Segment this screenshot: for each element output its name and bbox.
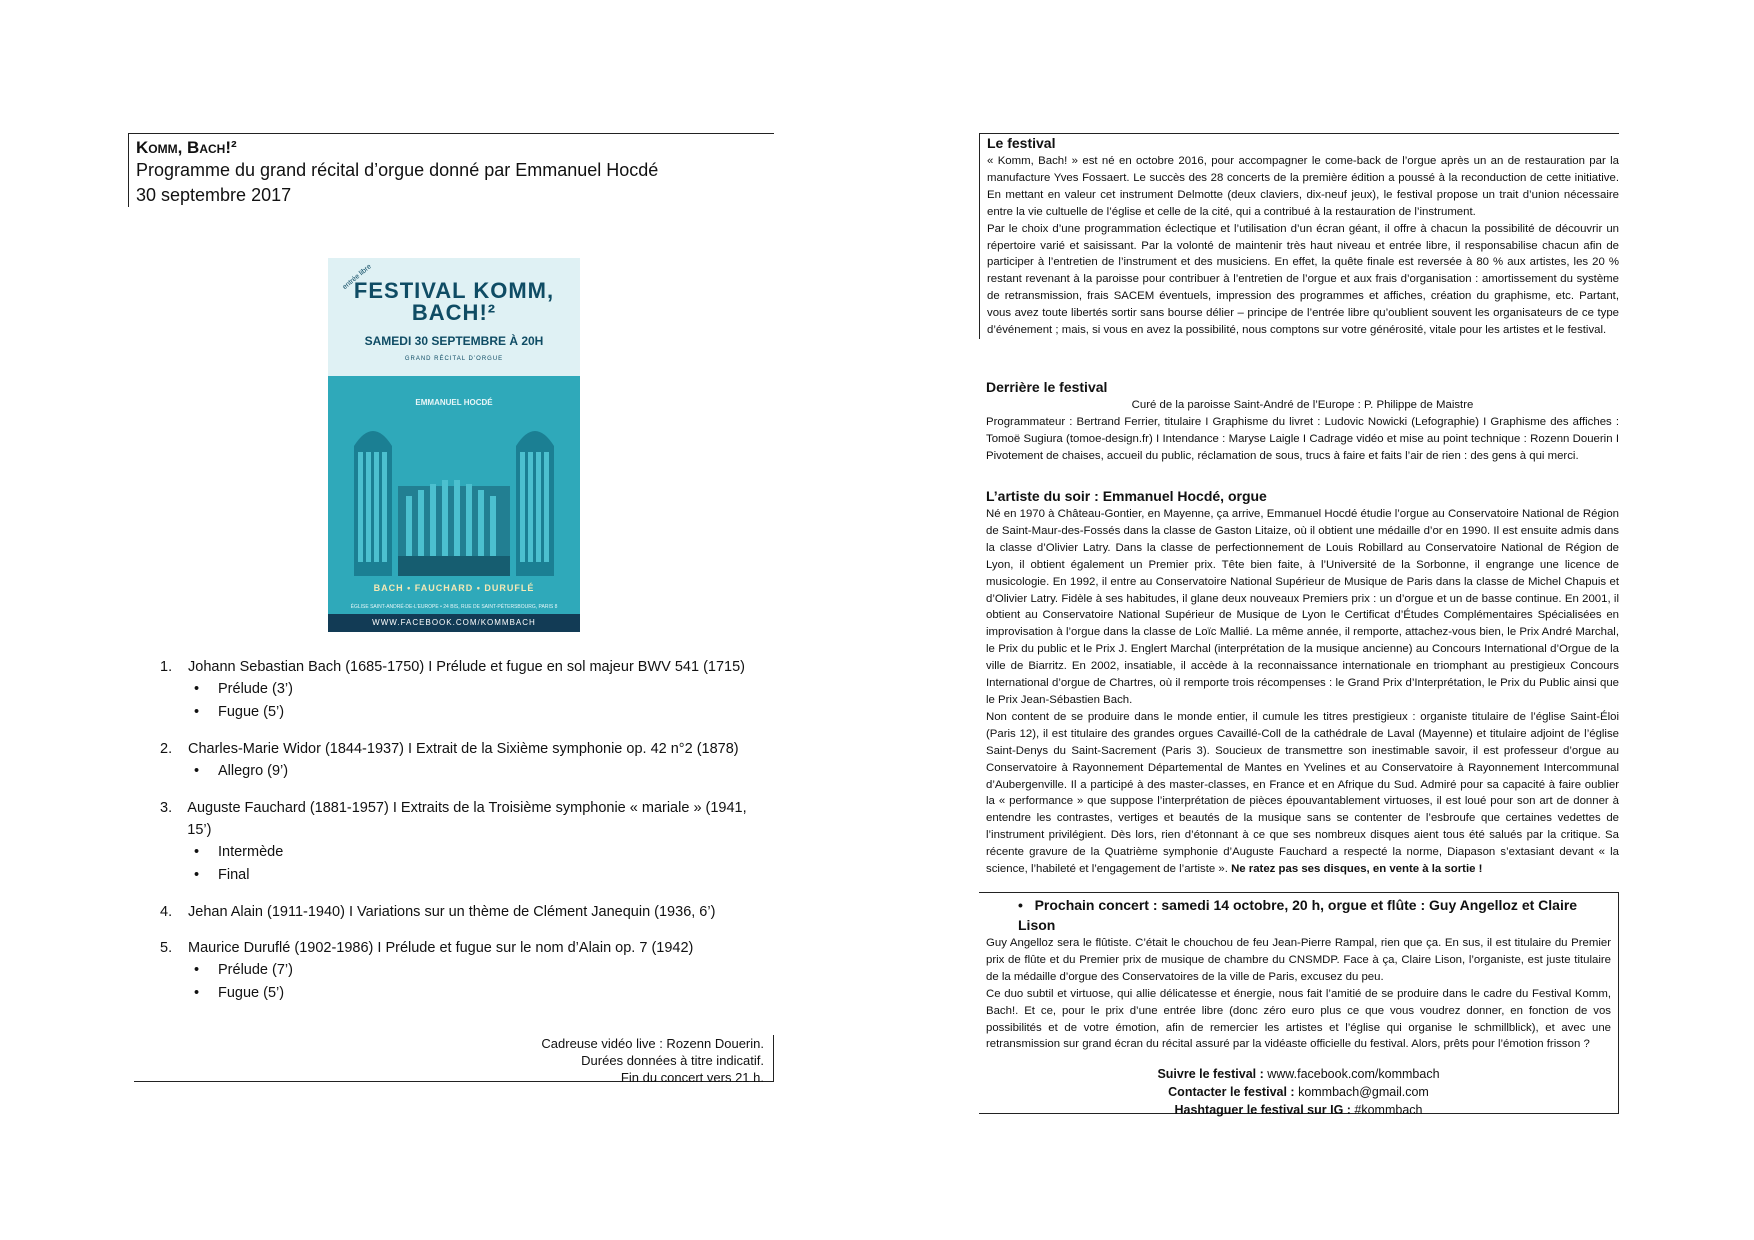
movement: Prélude (7’) — [218, 962, 293, 978]
bullet-icon: • — [194, 704, 200, 720]
contact-block — [986, 1065, 1611, 1119]
program-date: 30 septembre 2017 — [136, 185, 292, 205]
poster-ribbon: entrée libre — [341, 263, 373, 292]
item-number: 1. — [160, 659, 173, 675]
bullet-icon: • — [194, 962, 200, 978]
item-text: Johann Sebastian Bach (1685-1750) I Prélude et fugue en sol majeur BWV 541 (1715) — [188, 659, 745, 675]
hashtag-label: Hashtaguer le festival sur IG : — [1174, 1103, 1355, 1118]
movement: Intermède — [218, 844, 284, 860]
item-text: Maurice Duruflé (1902-1986) I Prélude et fugue sur le nom d’Alain op. 7 (1942) — [188, 940, 694, 956]
bullet-icon: • — [194, 867, 200, 883]
organ-pipes-illustration — [354, 416, 554, 576]
poster-title: FESTIVAL KOMM, BACH!² — [353, 278, 555, 325]
item-text: Auguste Fauchard (1881-1957) I Extraits de la Troisième symphonie « mariale » (1941, 15’) — [187, 800, 747, 838]
festival-section — [979, 134, 1619, 339]
footer-line-durations: Durées données à titre indicatif. — [581, 1053, 764, 1068]
program-subtitle: Programme du grand récital d’orgue donné par Emmanuel Hocdé — [136, 160, 659, 180]
festival-paragraph-1: « Komm, Bach! » est né en octobre 2016, pour accompagner le come-back de l’orgue après un an de restauration par la manufacture Yves Fossaert. Le succès des 28 concerts de la première édition a poussé à la reconduction de cette initiative. En mettant en valeur cet instrument Delmotte (deux claviers, dix-neuf jeux), le festival propose un trait d’union nécessaire entre la vie cultuelle de l’église et celle de la cité, qui a contribué à la restauration de l’instrument. — [987, 155, 1619, 218]
festival-heading: Le festival — [987, 135, 1056, 151]
movement: Prélude (3’) — [218, 681, 293, 697]
festival-poster — [328, 258, 580, 632]
next-paragraph-1: Guy Angelloz sera le flûtiste. C’était le chouchou de feu Jean-Pierre Rampal, rien que ça. En sus, il est titulaire du Premier prix de flûte et du Premier prix de musique de chambre du CNSMDP. Face à ça, Claire Lison, l’organiste, est juste titulaire de la médaille d’orgue des Conservatoires de la ville de Paris, excusez du peu. — [986, 937, 1611, 983]
festival-paragraph-2: Par le choix d’une programmation éclectique et l’utilisation d’un écran géant, il offre à chacun la possibilité de découvrir un répertoire varié et saisissant. Par la volonté de maintenir très haut niveau et entrée libre, il responsabilise chacun afin de participer à l’entretien de l’instrument et des musiciens. En effet, la quête finale est reversée à 80 % aux artistes, les 20 % restant revenant à la paroisse pour contribuer à l’entretien de l’orgue et aux frais d’organisation : amortissement du système de retransmission, frais SACEM éventuels, impression des programmes et affiches, création du graphisme, etc. Partant, vous avez toute libertés sortir sans bourse délier – principe de l’entrée libre qu’oublient souvent les organisateurs de ce type d’événement ; mais, si vous en avez la possibilité, nous comptons sur votre générosité, vitale pour les artistes et le festival. — [987, 222, 1619, 337]
contact-label: Contacter le festival : — [1168, 1085, 1299, 1100]
artist-paragraph-1: Né en 1970 à Château-Gontier, en Mayenne, ça arrive, Emmanuel Hocdé étudie l’orgue au Conservatoire National de Région de Saint-Maur-des-Fossés dans la classe de Gaston Litaize, où il obtient une médaille d’or en 1990. Il est ensuite admis dans la classe d’Olivier Latry. Dans la classe de perfectionnement de Louis Robillard au Conservatoire National de Région de Lyon, il obtient également un Premier prix. Tête bien faite, à l’Université de la Sorbonne, il engrange une licence de musicologie. En 1992, il entre au Conservatoire National Supérieur de Musique de Paris dans la classe de Michel Chapuis et d’Olivier Latry. Fidèle à ses habitudes, il glane deux nouveaux Premiers prix : un d’orgue et un de basse continue. En 2001, il obtient au Conservatoire National Supérieur de Musique de Lyon le Certificat d’Études Complémentaires Spécialisées en improvisation à l’orgue dans la classe de Loïc Mallié. La même année, il remporte, attachez-vous bien, le Prix André Marchal, le Prix du public et le Prix J. Englert Marchal (interprétation de la musique ancienne) au Concours International d’Orgue de la ville de Biarritz. En 2002, insatiable, il accède à la reconnaissance internationale en triomphant au prestigieux Concours International d’orgue de Chartres, où il remporte trois récompenses : le Grand Prix d’Interprétation, le Prix du Public ainsi que le Prix Jean-Sébastien Bach. — [986, 508, 1619, 706]
item-number: 5. — [160, 940, 173, 956]
bullet-icon: • — [194, 763, 200, 779]
poster-composers: BACH • FAUCHARD • DURUFLÉ — [373, 583, 535, 593]
behind-credits: Programmateur : Bertrand Ferrier, titulaire I Graphisme du livret : Ludovic Nowicki (Lefographie) I Graphisme des affiches : Tomoë Sugiura (tomoe-design.fr) I Intendance : Maryse Laigle I Cadrage vidéo et mise au point technique : Rozenn Douerin I Pivotement de chaises, accueil du public, réclamation de sous, trucs à faire et faits l’air de rien : des gens à qui merci. — [986, 415, 1619, 462]
movement: Allegro (9’) — [218, 763, 289, 779]
footer-line-video: Cadreuse vidéo live : Rozenn Douerin. — [541, 1036, 764, 1051]
poster-subline: GRAND RÉCITAL D’ORGUE — [404, 356, 504, 362]
footer-line-end: Fin du concert vers 21 h. — [620, 1070, 764, 1085]
next-concert-heading: Prochain concert : samedi 14 octobre, 20 h, orgue et flûte : Guy Angelloz et Claire Lison — [1018, 897, 1578, 933]
item-number: 3. — [160, 800, 173, 816]
program-item — [160, 901, 760, 923]
movement: Fugue (5’) — [218, 704, 285, 720]
program-title: Komm, Bach!² — [136, 138, 237, 157]
item-number: 2. — [160, 741, 173, 757]
bullet-icon: • — [1018, 897, 1035, 913]
next-paragraph-2: Ce duo subtil et virtuose, qui allie délicatesse et énergie, nous fait l’amitié de se produire dans le cadre du Festival Komm, Bach!. Et ce, pour le prix d’une entrée libre (donc zéro euro plus ce que vous voudrez donner, en fonction de vos possibilités et de votre émotion, afin de remercier les artistes et l’église qui organise le schmillblick), et avec une retransmission sur grand écran du récital assuré par la vidéaste officielle du festival. Alors, prêts pour l’émotion frisson ? — [986, 987, 1611, 1051]
item-text: Jehan Alain (1911-1940) I Variations sur un thème de Clément Janequin (1936, 6’) — [188, 904, 716, 920]
behind-heading: Derrière le festival — [986, 379, 1108, 395]
poster-url: WWW.FACEBOOK.COM/KOMMBACH — [372, 618, 536, 627]
program-item — [160, 738, 760, 783]
item-text: Charles-Marie Widor (1844-1937) I Extrait de la Sixième symphonie op. 42 n°2 (1878) — [188, 741, 739, 757]
bullet-icon: • — [194, 985, 200, 1001]
program-footer — [134, 1035, 774, 1085]
artist-section — [979, 487, 1619, 878]
item-number: 4. — [160, 904, 173, 920]
poster-performer: EMMANUEL HOCDÉ — [415, 398, 493, 407]
email-link[interactable]: kommbach@gmail.com — [1298, 1085, 1429, 1100]
program-header — [128, 133, 774, 207]
poster-address: ÉGLISE SAINT-ANDRÉ-DE-L’EUROPE • 24 BIS, RUE DE SAINT-PÉTERSBOURG, PARIS 8 — [350, 604, 558, 610]
hashtag-link[interactable]: #kommbach — [1354, 1103, 1423, 1118]
poster-date: SAMEDI 30 SEPTEMBRE À 20H — [364, 334, 544, 348]
movement: Final — [218, 867, 250, 883]
artist-heading: L’artiste du soir : Emmanuel Hocdé, orgue — [986, 488, 1267, 504]
bullet-icon: • — [194, 844, 200, 860]
program-item — [160, 937, 760, 1005]
program-item — [160, 797, 760, 887]
program-item — [160, 656, 760, 724]
facebook-link[interactable]: www.facebook.com/kommbach — [1267, 1067, 1440, 1082]
bullet-icon: • — [194, 681, 200, 697]
artist-call-to-action: Ne ratez pas ses disques, en vente à la sortie ! — [1231, 863, 1483, 876]
behind-cure: Curé de la paroisse Saint-André de l’Europe : P. Philippe de Maistre — [1131, 399, 1474, 411]
behind-section — [979, 378, 1619, 465]
follow-label: Suivre le festival : — [1157, 1067, 1268, 1082]
movement: Fugue (5’) — [218, 985, 285, 1001]
next-concert-section — [979, 892, 1619, 1118]
artist-paragraph-2: Non content de se produire dans le monde entier, il cumule les titres prestigieux : organiste titulaire de l’église Saint-Éloi (Paris 12), il est titulaire des grandes orgues Cavaillé-Coll de la cathédrale de Laval (Mayenne) et titulaire adjoint de l’église Saint-Denys du Saint-Sacrement (Paris 3). Soucieux de transmettre son inestimable savoir, il est professeur d’orgue au Conservatoire à Rayonnement Départemental de Mantes en Yvelines et au Conservatoire à Rayonnement Intercommunal d’Aubergenville. Il a participé à des master-classes, en France et en Afrique du Sud. Admiré pour sa capacité à faire oublier la « performance » que suppose l’interprétation de pièces épouvantablement virtuoses, il est loué pour son art de donner à entendre les contrastes, vertiges et beautés de la musique sans se contenter de l’esbroufe que certaines vedettes de l’instrument privilégient. Dès lors, rien d’étonnant à ce que ses nombreux disques aient tous été salués par la critique. Sa récente gravure de la Quatrième symphonie d’Auguste Fauchard a respecté la norme, Diapason s’extasiant devant « la science, l’habileté et l’engagement de l’artiste ». — [986, 710, 1619, 876]
program-list — [160, 656, 760, 1019]
